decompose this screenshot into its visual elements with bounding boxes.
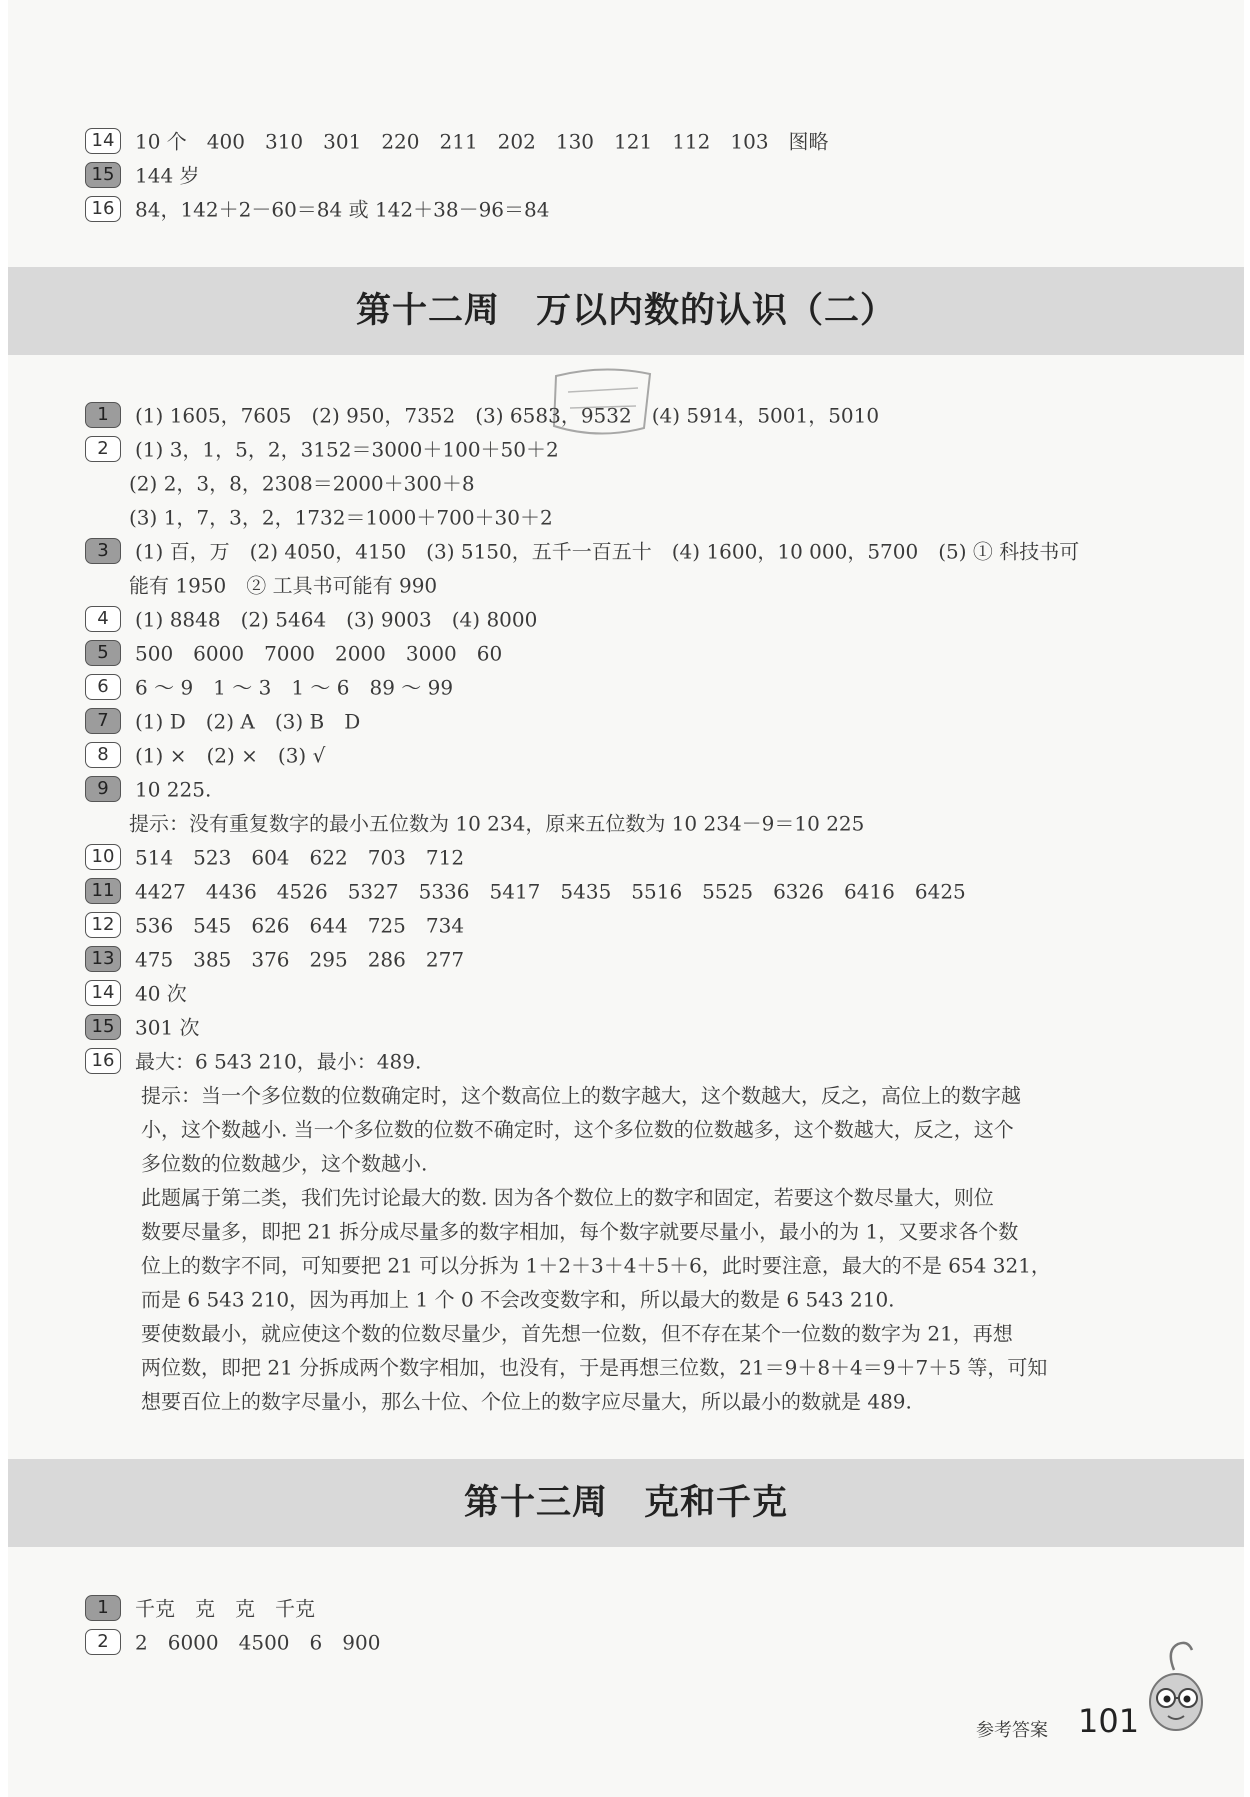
answer-text: 301 次 — [135, 1015, 200, 1040]
answer-line — [129, 569, 437, 599]
question-number-badge: 9 — [85, 776, 121, 802]
answer-text: (1) 百，万 (2) 4050，4150 (3) 5150，五千一百五十 (4) 1600，10 000，5700 (5) ① 科技书可 — [135, 539, 1080, 564]
answer-line — [85, 193, 549, 223]
section-title-week13: 第十三周 克和千克 — [8, 1459, 1244, 1547]
answer-text: 千克 克 克 千克 — [135, 1596, 315, 1621]
hint-text: 想要百位上的数字尽量小，那么十位、个位上的数字应尽量大，所以最小的数就是 489. — [141, 1389, 912, 1414]
answer-line — [85, 943, 464, 973]
question-number-badge: 11 — [85, 878, 121, 904]
question-number-badge: 14 — [85, 128, 121, 154]
question-number-badge: 7 — [85, 708, 121, 734]
question-number-badge: 14 — [85, 980, 121, 1006]
answer-text: 144 岁 — [135, 163, 200, 188]
answer-page — [8, 0, 1244, 1797]
answer-text: 10 个 400 310 301 220 211 202 130 121 112 103 图略 — [135, 129, 829, 154]
question-number-badge: 2 — [85, 436, 121, 462]
question-number-badge: 4 — [85, 606, 121, 632]
hint-text: 多位数的位数越少，这个数越小. — [141, 1151, 428, 1176]
hint-line — [141, 1181, 994, 1211]
hint-text: 位上的数字不同，可知要把 21 可以分拆为 1＋2＋3＋4＋5＋6，此时要注意，最大的不是 654 321， — [141, 1253, 1051, 1278]
question-number-badge: 5 — [85, 640, 121, 666]
hint-line — [129, 807, 864, 837]
hint-line — [141, 1147, 427, 1177]
answer-line — [85, 1626, 380, 1656]
answer-line — [85, 1592, 315, 1622]
answer-line — [85, 909, 464, 939]
answer-line — [85, 159, 200, 189]
hint-text: 提示：当一个多位数的位数确定时，这个数高位上的数字越大，这个数越大，反之，高位上的数字越 — [141, 1083, 1021, 1108]
hint-text: 小，这个数越小. 当一个多位数的位数不确定时，这个多位数的位数越多，这个数越大，反之，这个 — [141, 1117, 1014, 1142]
hint-line — [141, 1351, 1047, 1381]
footer-label: 参考答案 — [976, 1720, 1048, 1741]
answer-line — [85, 671, 453, 701]
answer-text: (2) 2，3，8，2308＝2000＋300＋8 — [129, 471, 475, 496]
hint-line — [141, 1249, 1051, 1279]
answer-line — [85, 875, 966, 905]
question-number-badge: 16 — [85, 1048, 121, 1074]
mascot-icon — [1136, 1640, 1216, 1740]
answer-text: (1) 1605，7605 (2) 950，7352 (3) 6583，9532 (4) 5914，5001，5010 — [135, 403, 880, 428]
answer-text: 84，142＋2－60＝84 或 142＋38－96＝84 — [135, 197, 550, 222]
hint-line — [141, 1215, 1018, 1245]
answer-text: (1) × (2) × (3) √ — [135, 743, 326, 768]
answer-line — [85, 603, 537, 633]
question-number-badge: 10 — [85, 844, 121, 870]
hint-text: 提示：没有重复数字的最小五位数为 10 234，原来五位数为 10 234－9＝10 225 — [129, 811, 865, 836]
answer-text: 500 6000 7000 2000 3000 60 — [135, 641, 503, 666]
answer-text: 6 ～ 9 1 ～ 3 1 ～ 6 89 ～ 99 — [135, 675, 454, 700]
hint-text: 两位数，即把 21 分拆成两个数字相加，也没有，于是再想三位数，21＝9＋8＋4＝9＋7＋5 等，可知 — [141, 1355, 1048, 1380]
answer-text: 40 次 — [135, 981, 187, 1006]
question-number-badge: 15 — [85, 1014, 121, 1040]
question-number-badge: 15 — [85, 162, 121, 188]
question-number-badge: 1 — [85, 1595, 121, 1621]
answer-text: (3) 1，7，3，2，1732＝1000＋700＋30＋2 — [129, 505, 553, 530]
page-number: 101 — [1078, 1702, 1140, 1740]
question-number-badge: 2 — [85, 1629, 121, 1655]
question-number-badge: 8 — [85, 742, 121, 768]
answer-line — [85, 125, 829, 155]
answer-line — [129, 467, 475, 497]
answer-line — [85, 1011, 200, 1041]
answer-text: (1) 8848 (2) 5464 (3) 9003 (4) 8000 — [135, 607, 538, 632]
question-number-badge: 12 — [85, 912, 121, 938]
answer-line — [85, 1045, 421, 1075]
hint-text: 此题属于第二类，我们先讨论最大的数. 因为各个数位上的数字和固定，若要这个数尽量大，则位 — [141, 1185, 994, 1210]
question-number-badge: 16 — [85, 196, 121, 222]
question-number-badge: 6 — [85, 674, 121, 700]
answer-line — [85, 773, 211, 803]
answer-line — [85, 739, 325, 769]
answer-text: 514 523 604 622 703 712 — [135, 845, 465, 870]
answer-line — [85, 841, 464, 871]
answer-text: 536 545 626 644 725 734 — [135, 913, 465, 938]
answer-line — [85, 705, 360, 735]
answer-text: 2 6000 4500 6 900 — [135, 1630, 381, 1655]
hint-text: 而是 6 543 210，因为再加上 1 个 0 不会改变数字和，所以最大的数是 6 543 210. — [141, 1287, 895, 1312]
answer-text: (1) D (2) A (3) B D — [135, 709, 361, 734]
hint-line — [141, 1113, 1014, 1143]
answer-line — [85, 433, 559, 463]
hint-line — [141, 1317, 1013, 1347]
answer-line — [85, 637, 502, 667]
question-number-badge: 1 — [85, 402, 121, 428]
question-number-badge: 3 — [85, 538, 121, 564]
hint-line — [141, 1283, 895, 1313]
hint-text: 要使数最小，就应使这个数的位数尽量少，首先想一位数，但不存在某个一位数的数字为 21，再想 — [141, 1321, 1013, 1346]
hint-text: 数要尽量多，即把 21 拆分成尽量多的数字相加，每个数字就要尽量小，最小的为 1，又要求各个数 — [141, 1219, 1019, 1244]
section-title-week12: 第十二周 万以内数的认识（二） — [8, 267, 1244, 355]
answer-text: 4427 4436 4526 5327 5336 5417 5435 5516 5525 6326 6416 6425 — [135, 879, 966, 904]
answer-line — [85, 535, 1079, 565]
answer-text: 能有 1950 ② 工具书可能有 990 — [129, 573, 438, 598]
answer-text: 475 385 376 295 286 277 — [135, 947, 465, 972]
hint-line — [141, 1079, 1021, 1109]
answer-text: (1) 3，1，5，2，3152＝3000＋100＋50＋2 — [135, 437, 559, 462]
answer-line — [129, 501, 553, 531]
answer-line — [85, 977, 187, 1007]
answer-text: 最大：6 543 210，最小：489. — [135, 1049, 422, 1074]
answer-text: 10 225. — [135, 777, 212, 802]
question-number-badge: 13 — [85, 946, 121, 972]
hint-line — [141, 1385, 912, 1415]
answer-line — [85, 399, 879, 429]
